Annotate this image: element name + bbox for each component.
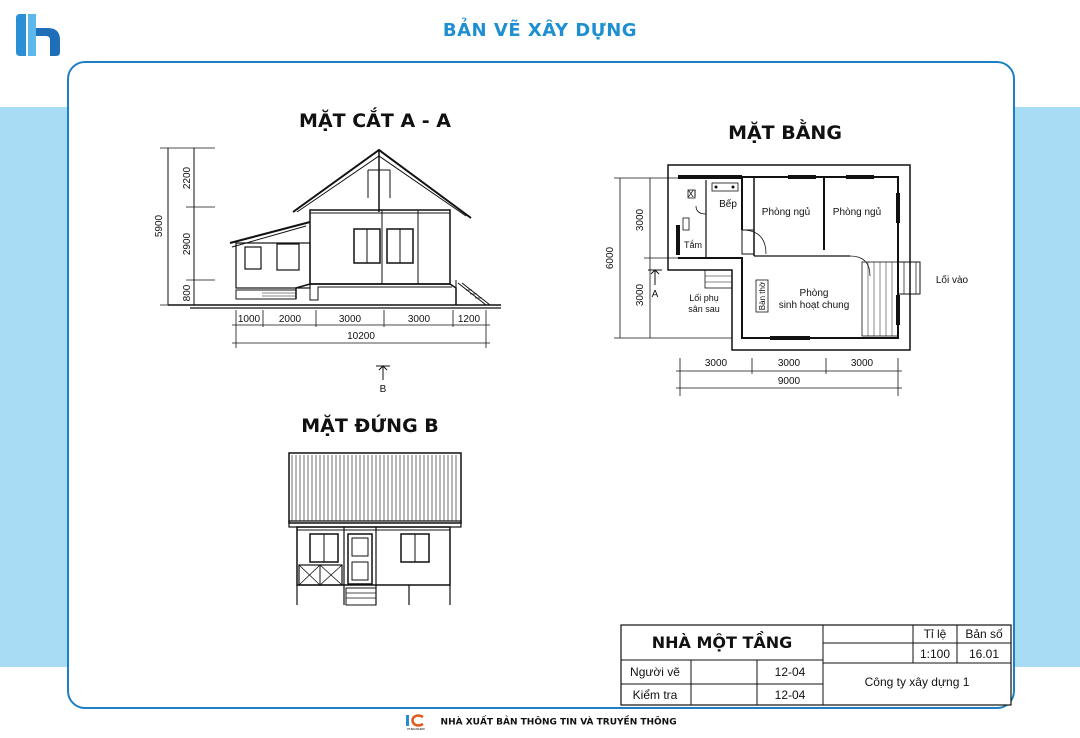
- section-dim-total: 10200: [347, 331, 375, 342]
- title-block: [621, 625, 1011, 705]
- scale-value: 1:100: [919, 647, 951, 661]
- section-dim-5: 1200: [457, 314, 481, 325]
- sheet-label: Bản số: [965, 627, 1003, 641]
- label-loi-phu-2: sân sau: [688, 304, 720, 314]
- section-title: MẶT CẮT A - A: [299, 110, 451, 132]
- plan-drawing: [605, 118, 969, 396]
- roof-panel: [289, 453, 461, 523]
- publisher-name: NHÀ XUẤT BẢN THÔNG TIN VÀ TRUYỀN THÔNG: [440, 717, 677, 728]
- room-label-sinh-hoat-2: sinh hoạt chung: [778, 300, 850, 311]
- project-name: NHÀ MỘT TẦNG: [651, 633, 793, 652]
- section-dim-4: 3000: [407, 314, 431, 325]
- roof-ribs: [292, 455, 456, 521]
- plan-marker-a: A: [651, 289, 659, 300]
- label-loi-vao: Lối vào: [935, 275, 969, 286]
- room-label-bep: Bếp: [719, 199, 737, 210]
- footer: [0, 713, 1080, 731]
- section-drawing: [154, 106, 501, 395]
- room-label-phong-ngu-1: Phòng ngủ: [761, 207, 811, 218]
- footer-logo-text: PUBLISHER: [407, 727, 426, 731]
- label-loi-phu-1: Lối phụ: [689, 293, 719, 303]
- room-label-sinh-hoat-1: Phòng: [799, 288, 829, 299]
- drawn-label: Người vẽ: [630, 665, 680, 679]
- room-label-phong-ngu-2: Phòng ngủ: [832, 207, 882, 218]
- company-name: Công ty xây dựng 1: [864, 675, 970, 689]
- plan-dim-total-height: 6000: [605, 246, 616, 270]
- elevation-drawing: [289, 413, 461, 605]
- check-value: 12-04: [774, 688, 806, 702]
- plan-dim-upper: 3000: [635, 208, 646, 232]
- room-label-ban-tho: Bàn thờ: [758, 281, 767, 311]
- section-dim-base: 800: [182, 284, 193, 302]
- section-dim-wall: 2900: [182, 232, 193, 256]
- section-dim-3: 3000: [338, 314, 362, 325]
- section-marker-b: B: [379, 384, 387, 395]
- room-label-tam: Tắm: [684, 240, 702, 250]
- plan-dim-total: 9000: [777, 376, 801, 387]
- plan-dim-lower: 3000: [635, 283, 646, 307]
- drawn-value: 12-04: [774, 665, 806, 679]
- room-label-xi: Xí: [687, 189, 697, 199]
- plan-dim-1: 3000: [704, 358, 728, 369]
- footer-logo: [403, 713, 429, 731]
- plan-dim-3: 3000: [850, 358, 874, 369]
- page-title: BẢN VẼ XÂY DỰNG: [442, 20, 638, 41]
- plan-title: MẶT BẰNG: [728, 122, 842, 144]
- plan-dim-2: 3000: [777, 358, 801, 369]
- scale-label: Tỉ lệ: [923, 627, 947, 641]
- check-label: Kiểm tra: [632, 688, 678, 702]
- elevation-title: MẶT ĐỨNG B: [301, 415, 439, 437]
- sheet-value: 16.01: [968, 647, 1000, 661]
- section-dim-1: 1000: [237, 314, 261, 325]
- section-dim-total-height: 5900: [154, 214, 165, 238]
- section-dim-2: 2000: [278, 314, 302, 325]
- section-dim-roof: 2200: [182, 166, 193, 190]
